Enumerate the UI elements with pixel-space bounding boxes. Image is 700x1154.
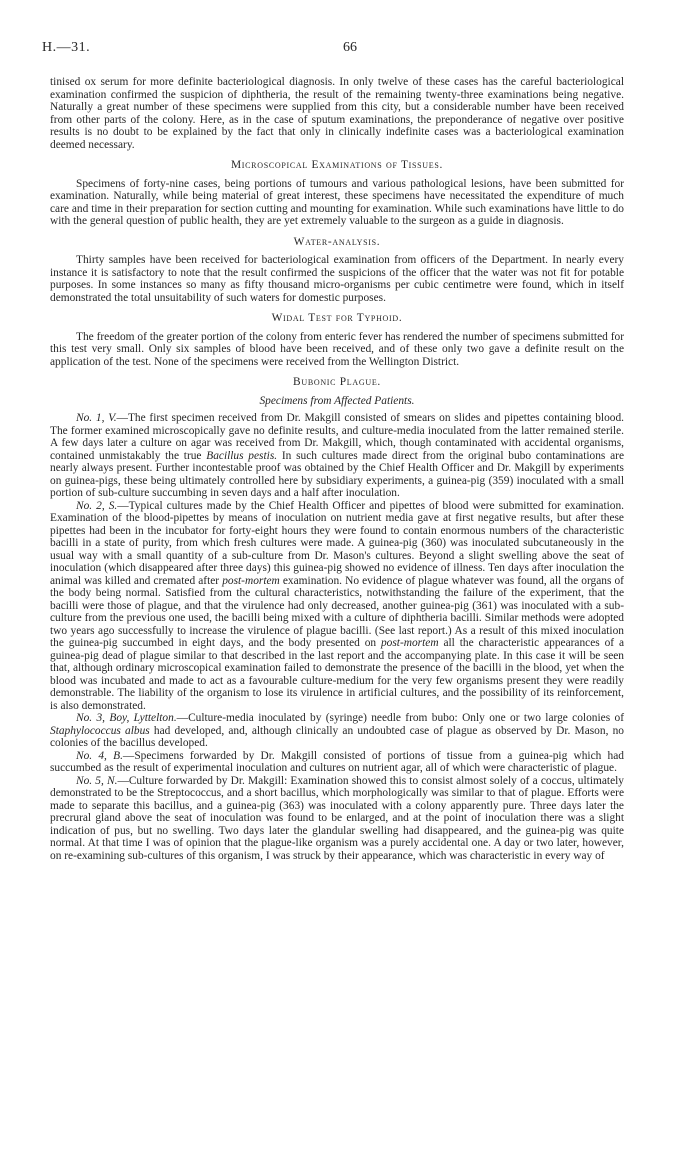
case-text-2c: all the characteristic appearances of a guinea-pig dead of plague similar to that described in the last report and the accompanying plate. In this case it will be seen that, although ordinary microscopical examination failed to demonstrate the presence of the bacilli in the blood, yet when the blood was incubated and made to act as a favourable culture-medium for the very few organisms present they were readily demonstrable. The liability of the organism to lose its virulence in artificial cultures, and the possibility of its reinforcement, is also demonstrated. (50, 637, 624, 712)
page-number: 66 (343, 40, 357, 55)
heading-water-analysis: Water-analysis. (293, 235, 381, 248)
case-text-3b: had developed, and, although clinically an undoubted case of plague as observed by Dr. Mason, no colonies of the bacillus developed. (50, 724, 624, 749)
case-label-4: No. 4, B. (76, 749, 123, 762)
case-text-5: —Culture forwarded by Dr. Makgill: Examination showed this to consist almost solely of a coccus, ultimately demonstrated to be the Streptococcus, and a short bacillus, which morphologically was similar to that of plague. Efforts were made to separate this bacillus, and a guinea-pig (363) was inoculated with a colony apparently pure. Three days later the precrural gland above the seat of inoculation was found to be enlarged, and at the point of inoculation there was a slight indication of pus, but no swelling. Two days later the glandular swelling had disappeared, and the guinea-pig was quite normal. At that time I was of opinion that the plague-like organism was a purely accidental one. A day or two later, however, on re-examining sub-cultures of this organism, I was struck by their appearance, which was characteristic in every way of (50, 774, 624, 862)
case-paragraph-2 (50, 500, 624, 713)
case-label-2: No. 2, S. (76, 499, 118, 512)
heading-bubonic-plague: Bubonic Plague. (293, 376, 381, 388)
case-label-5: No. 5, N. (76, 774, 118, 787)
case-text-2a: —Typical cultures made by the Chief Health Officer and pipettes of blood were submitted for examination. Examination of the blood-pipettes by means of inoculation on nutrient media gave at first negative results, but after these pipettes had been in the incubator for forty-eight hours they were found to contain enormous numbers of the characteristic bacilli in a state of purity, from which fresh cultures were made. A guinea-pig (360) was inoculated subcutaneously in the usual way with a small quantity of a sub-culture from Dr. Mason's cultures. Beyond a slight swelling above the seat of inoculation (which disappeared after three days) this guinea-pig showed no evidence of illness. Ten days after inoculation the animal was killed and cremated after (50, 499, 625, 587)
case-text-1b: In such cultures made direct from the original bubo contaminations are nearly always present. Further incontestable proof was obtained by the Chief Health Officer and Dr. Makgill by experiments on guinea-pigs, these being ultimately controlled here by subsidiary experiments, a guinea-pig (359) inoculated with a small portion of sub-culture succumbing in seven days and a half after inoculation. (50, 449, 624, 499)
paragraph-water-analysis: Thirty samples have been received for bacteriological examination from officers of the Department. In nearly every instance it is satisfactory to note that the result confirmed the suspicions of the officer that the water was not fit for potable purposes. In some instances so many as fifty thousand micro-organisms per cubic centimetre were found, which in itself demonstrated the total unsuitability of such waters for domestic purposes. (50, 254, 624, 304)
heading-tissues: Microscopical Examinations of Tissues. (230, 159, 444, 171)
case-text-4: —Specimens forwarded by Dr. Makgill consisted of portions of tissue from a guinea-pig which had succumbed as the result of experimental inoculation and cultures on nutrient agar, all of which were characteristic of plague. (50, 749, 624, 774)
page-header (42, 40, 658, 56)
section-code: H.—31. (42, 40, 91, 55)
heading-widal-test: Widal Test for Typhoid. (271, 312, 403, 324)
case-paragraph-5 (50, 775, 624, 863)
case-text-1a: —The first specimen received from Dr. Makgill consisted of smears on slides and pipettes containing blood. The former examined microscopically gave no definite results, and culture-media inoculated from the latter remained sterile. A few days later a culture on agar was received from Dr. Makgill, which, though contaminated with accidental organisms, contained unmistakably the true (50, 412, 625, 462)
case-paragraph-1 (50, 412, 624, 500)
case-italic-2b: post-mortem (380, 637, 439, 649)
paragraph-tissues: Specimens of forty-nine cases, being portions of tumours and various pathological lesions, have been submitted for examination. Naturally, while being material of great interest, these specimens have necessitated the expenditure of much care and time in their preparation for section cutting and mounting for examination. While such examinations have little to do with the general question of public health, they are yet extremely valuable to the surgeon as a guide in diagnosis. (50, 177, 624, 227)
case-label-3: No. 3, Boy, Lyttelton. (76, 712, 177, 724)
opening-paragraph: tinised ox serum for more definite bacteriological diagnosis. In only twelve of these cases has the careful bacteriological examination confirmed the suspicion of diphtheria, the result of the remaining twenty-three examinations being negative. Naturally a great number of these specimens were supplied from this city, but a considerable number have been received from other parts of the colony. Here, as in the case of sputum examinations, the preponderance of negative over positive results is no doubt to be explained by the fact that only in clinically indefinite cases was a bacteriological examination deemed necessary. (50, 76, 624, 151)
case-paragraph-3 (50, 712, 624, 750)
case-italic-2a: post-mortem (222, 574, 280, 587)
subheading-specimens: Specimens from Affected Patients. (259, 394, 415, 407)
case-text-3a: —Culture-media inoculated by (syringe) needle from bubo: Only one or two large colonies of (176, 712, 624, 724)
case-italic-1: Bacillus pestis. (206, 449, 278, 462)
paragraph-widal-test: The freedom of the greater portion of the colony from enteric fever has rendered the number of specimens submitted for this test very small. Only six samples of blood have been received, and of these only two gave a definite result on the application of the test. None of the specimens were received from the Wellington District. (50, 330, 624, 368)
case-paragraph-4 (50, 750, 624, 775)
document-body (50, 76, 624, 862)
case-text-2b: examination. No evidence of plague whatever was found, all the organs of the body being normal. Satisfied from the cultural characteristics, notwithstanding the failure of the experiment, that the bacilli were those of plague, and that the virulence had only decreased, another guinea-pig (361) was inoculated with a sub-culture from the previous one used, the bacilli being mixed with a culture of diphtheria bacilli. Similar methods were adopted two years ago successfully to increase the virulence of plague bacilli. (See last report.) As a result of this mixed inoculation the guinea-pig succumbed in eight days, and the body presented on (50, 574, 624, 649)
case-label-1: No. 1, V. (76, 412, 117, 424)
case-italic-3: Staphylococcus albus (50, 724, 150, 737)
